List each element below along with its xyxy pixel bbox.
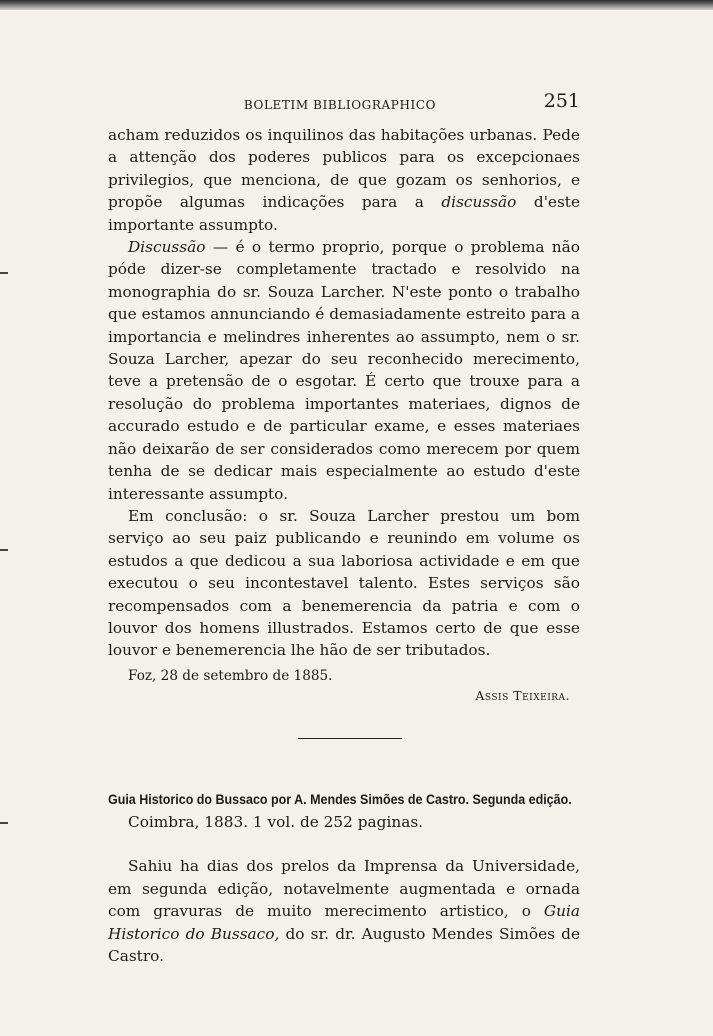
scan-margin-mark [0, 549, 8, 551]
paragraph-2-emphasis: Discussão [128, 238, 206, 257]
section-divider [298, 738, 402, 740]
dateline: Foz, 28 de setembro de 1885. [128, 667, 333, 684]
paragraph-1-text-a: acham reduzidos os inquilinos das habitações urbanas. Pede a attenção dos poderes publicos para os excepcionaes privilegios, que menciona, de que gozam os senhorios, e propõe algumas indicações para a [108, 126, 580, 212]
page-number: 251 [543, 90, 580, 112]
entry-subheading: Coimbra, 1883. 1 vol. de 252 paginas. [128, 813, 424, 832]
paragraph-3: Em conclusão: o sr. Souza Larcher prestou um bom serviço ao seu paiz publicando e reunindo em volume os estudos a que dedicou a sua laboriosa actividade e em que executou o seu incontestavel talento. Estes serviços são recompensados com a benemerencia da patria e com o louvor dos homens illustrados. Estamos certo de que esse louvor e benemerencia lhe hão de ser tributados. [108, 506, 580, 660]
paragraph-2-text: — é o termo proprio, porque o problema não póde dizer-se completamente tractado e resolvido na monographia do sr. Souza Larcher. N'este ponto o trabalho que estamos annunciando é demasiadamente estreito para a importancia e melindres inherentes ao assumpto, nem o sr. Souza Larcher, apezar do seu reconhecido merecimento, teve a pretensão de o esgotar. É certo que trouxe para a resolução do problema importantes materiaes, dignos de accurado estudo e de particular exame, e esses materiaes não deixarão de ser considerados como merecem por quem tenha de se dedicar mais especialmente ao estudo d'este interessante assumpto. [108, 238, 580, 503]
paragraph-2 [108, 236, 580, 505]
paragraph-1-emphasis: discussão [441, 193, 517, 212]
paragraph-1-text-b: d'este importante assumpto. [108, 193, 580, 234]
signature: Assis Teixeira. [475, 687, 570, 703]
scan-top-edge [0, 0, 713, 10]
running-title: BOLETIM BIBLIOGRAPHICO [243, 98, 437, 112]
entry-paragraph-text-a: Sahiu ha dias dos prelos da Imprensa da Universidade, em segunda edição, notavelmente augmentada e ornada com gravuras de muito merecimento artistico, o [108, 857, 580, 921]
entry-paragraph [108, 855, 580, 967]
scan-margin-mark [0, 272, 8, 274]
paragraph-1 [108, 124, 580, 236]
entry-paragraph-text-b: do sr. dr. Augusto Mendes Simões de Castro. [108, 924, 581, 965]
entry-heading: Guia Historico do Bussaco por A. Mendes Simões de Castro. Segunda edição. [108, 792, 572, 809]
running-head [108, 88, 580, 118]
scan-margin-mark [0, 822, 8, 824]
page-content [108, 88, 580, 967]
entry-paragraph-emphasis: Guia Historico do Bussaco, [108, 902, 580, 943]
